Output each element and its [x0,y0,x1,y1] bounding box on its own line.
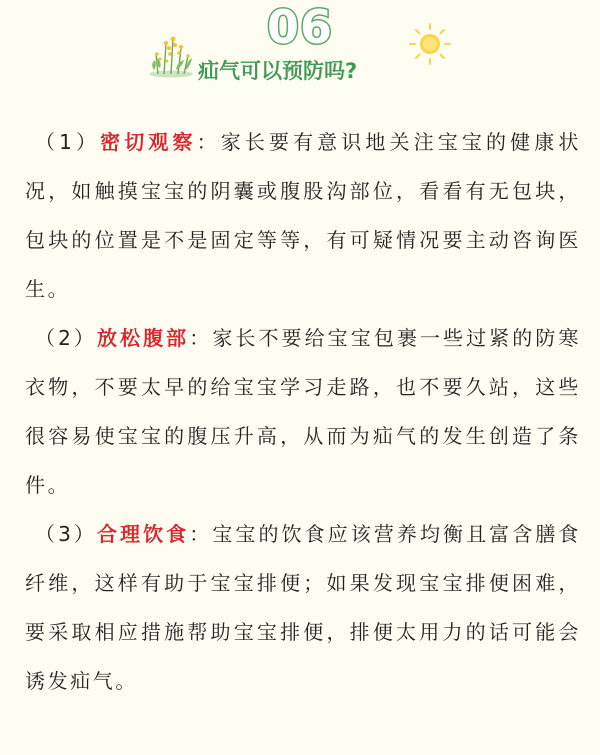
plant-illustration-icon [146,34,196,78]
section-number: 06 [266,0,333,54]
item-text: 家长要有意识地关注宝宝的健康状况，如触摸宝宝的阴囊或腹股沟部位，看看有无包块，包块的位置是不是固定等等，有可疑情况要主动咨询医生。 [25,130,581,301]
item-keyword: 密切观察 [100,130,197,154]
paragraph-item-3 [25,510,581,706]
item-number: （1） [35,130,101,154]
item-number: （2） [35,326,97,350]
paragraph-item-1 [25,118,581,314]
item-separator: ： [189,522,213,546]
sun-icon [408,22,452,66]
section-title: 疝气可以预防吗? [198,59,358,83]
item-text: 宝宝的饮食应该营养均衡且富含膳食纤维，这样有助于宝宝排便；如果发现宝宝排便困难，要采取相应措施帮助宝宝排便，排便太用力的话可能会诱发疝气。 [25,522,581,693]
item-keyword: 合理饮食 [96,522,190,546]
item-keyword: 放松腹部 [96,326,190,350]
paragraph-item-2 [25,314,581,510]
item-text: 家长不要给宝宝包裹一些过紧的防寒衣物，不要太早的给宝宝学习走路，也不要久站，这些很容易使宝宝的腹压升高，从而为疝气的发生创造了条件。 [25,326,581,497]
item-number: （3） [35,522,97,546]
content-body [25,118,581,706]
item-separator: ： [196,130,221,154]
item-separator: ： [189,326,213,350]
section-header [0,0,600,100]
